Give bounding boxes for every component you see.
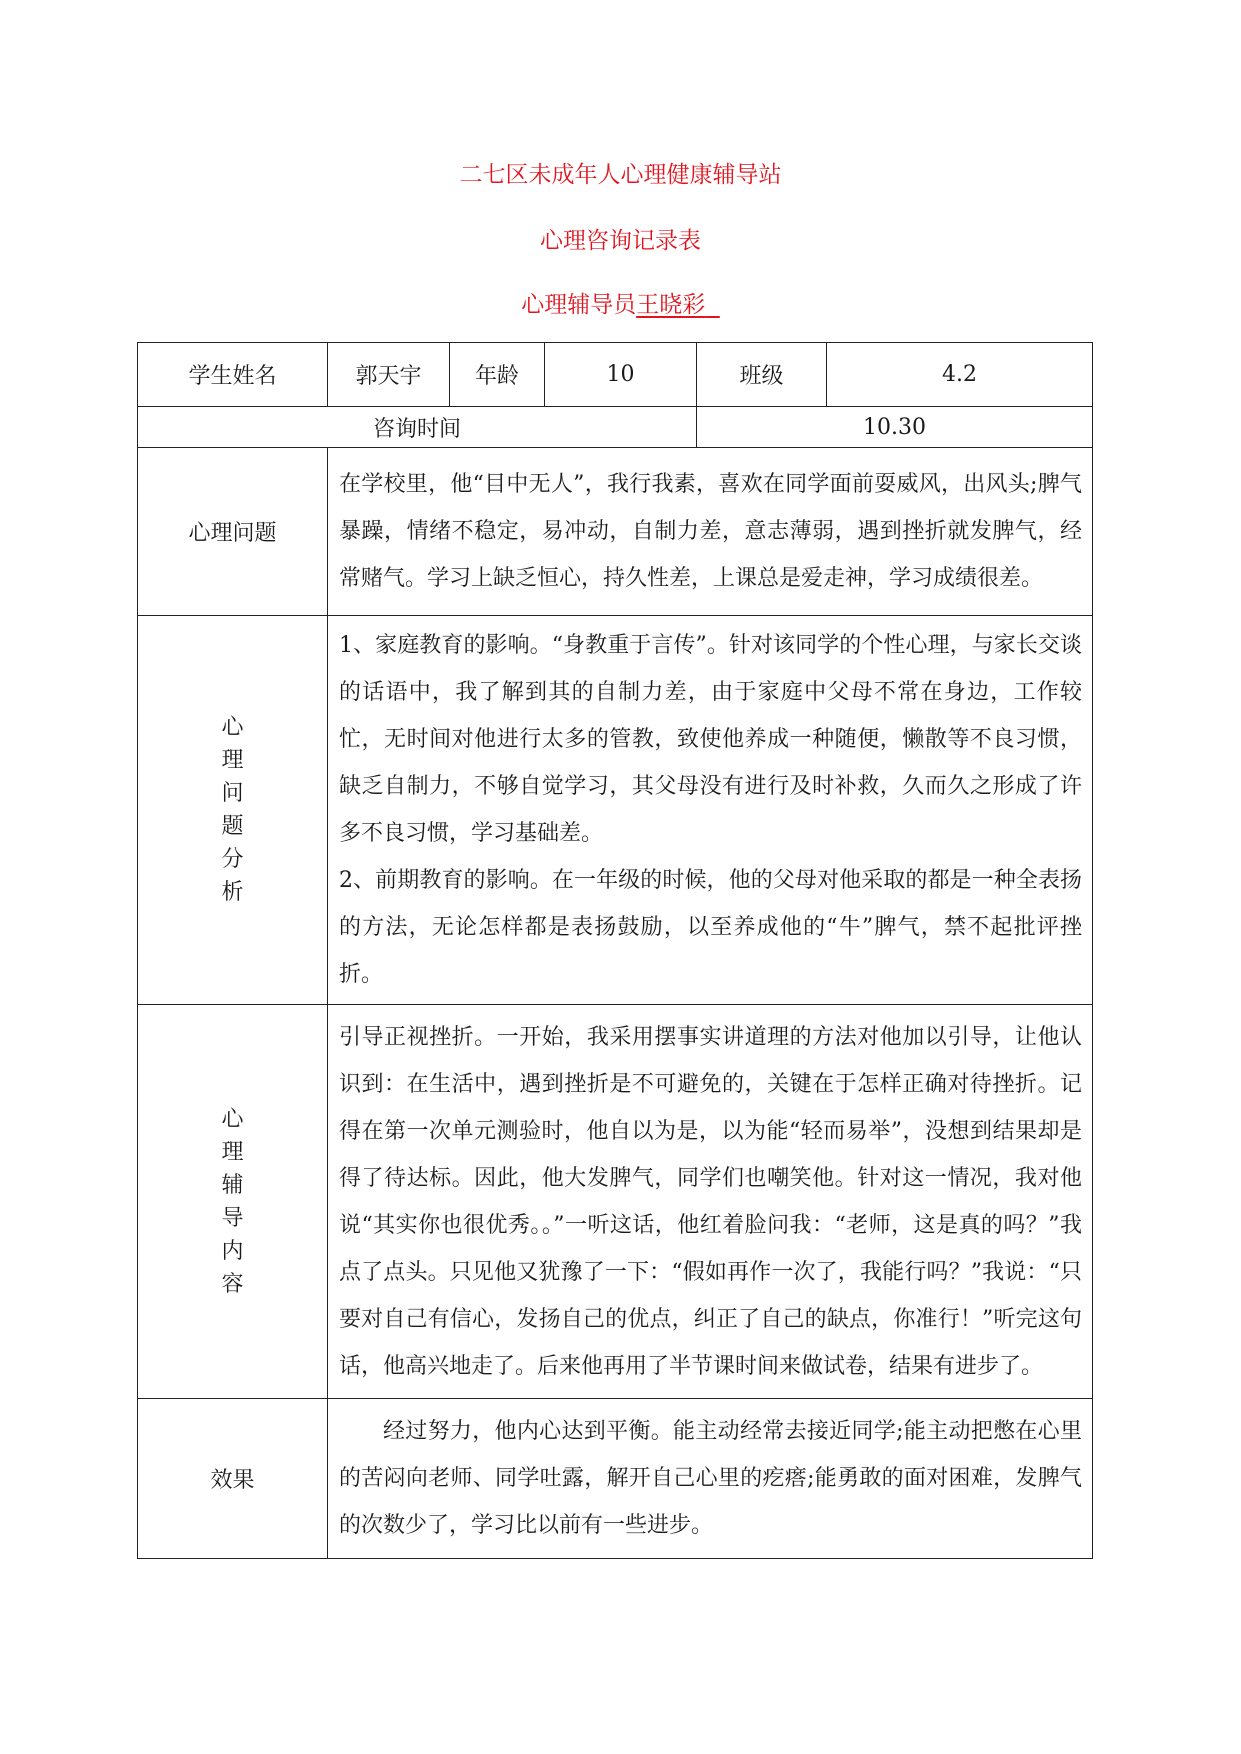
name-label: 学生姓名	[138, 343, 328, 407]
guidance-label: 心 理 辅 导 内 容	[138, 1005, 328, 1399]
consultation-record-table	[137, 342, 1093, 1559]
table-row-effect	[138, 1399, 1093, 1559]
table-row-basic-info	[138, 343, 1093, 407]
name-value: 郭天宇	[328, 343, 450, 407]
counselor-line	[0, 286, 1241, 319]
time-label: 咨询时间	[138, 407, 697, 448]
problem-text: 在学校里，他“目中无人”，我行我素，喜欢在同学面前耍威风，出风头;脾气暴躁，情绪不稳定，易冲动，自制力差，意志薄弱，遇到挫折就发脾气，经常赌气。学习上缺乏恒心，持久性差，上课总是爱走神，学习成绩很差。	[328, 448, 1093, 616]
table-row-problem	[138, 448, 1093, 616]
analysis-text	[328, 616, 1093, 1005]
problem-label: 心理问题	[138, 448, 328, 616]
analysis-paragraph-2: 2、前期教育的影响。在一年级的时候，他的父母对他采取的都是一种全表扬的方法，无论怎样都是表扬鼓励，以至养成他的“牛”脾气，禁不起批评挫折。	[339, 868, 1082, 987]
age-value: 10	[545, 343, 697, 407]
station-title: 二七区未成年人心理健康辅导站	[459, 162, 782, 188]
counselor-label: 心理辅导员	[521, 292, 637, 318]
table-row-guidance	[138, 1005, 1093, 1399]
effect-text: 经过努力，他内心达到平衡。能主动经常去接近同学;能主动把憋在心里的苦闷向老师、同学吐露，解开自己心里的疙瘩;能勇敢的面对困难，发脾气的次数少了，学习比以前有一些进步。	[328, 1399, 1093, 1559]
table-row-time	[138, 407, 1093, 448]
guidance-text: 引导正视挫折。一开始，我采用摆事实讲道理的方法对他加以引导，让他认识到：在生活中，遇到挫折是不可避免的，关键在于怎样正确对待挫折。记得在第一次单元测验时，他自以为是，以为能“轻而易举”，没想到结果却是得了待达标。因此，他大发脾气，同学们也嘲笑他。针对这一情况，我对他说“其实你也很优秀。。”一听这话，他红着脸问我：“老师，这是真的吗？”我点了点头。只见他又犹豫了一下：“假如再作一次了，我能行吗？”我说：“只要对自己有信心，发扬自己的优点，纠正了自己的缺点，你准行！”听完这句话，他高兴地走了。后来他再用了半节课时间来做试卷，结果有进步了。	[328, 1005, 1093, 1399]
age-label: 年龄	[450, 343, 545, 407]
time-value: 10.30	[697, 407, 1093, 448]
table-row-analysis	[138, 616, 1093, 1005]
form-title: 心理咨询记录表	[540, 228, 701, 254]
analysis-label: 心 理 问 题 分 析	[138, 616, 328, 1005]
effect-label: 效果	[138, 1399, 328, 1559]
counselor-name: 王晓彩	[636, 292, 706, 318]
analysis-paragraph-1: 1、家庭教育的影响。“身教重于言传”。针对该同学的个性心理，与家长交谈的话语中，我了解到其的自制力差，由于家庭中父母不常在身边，工作较忙，无时间对他进行太多的管教，致使他养成一种随便，懒散等不良习惯，缺乏自制力，不够自觉学习，其父母没有进行及时补救，久而久之形成了许多不良习惯，学习基础差。	[339, 633, 1082, 846]
class-label: 班级	[697, 343, 827, 407]
class-value: 4.2	[827, 343, 1093, 407]
